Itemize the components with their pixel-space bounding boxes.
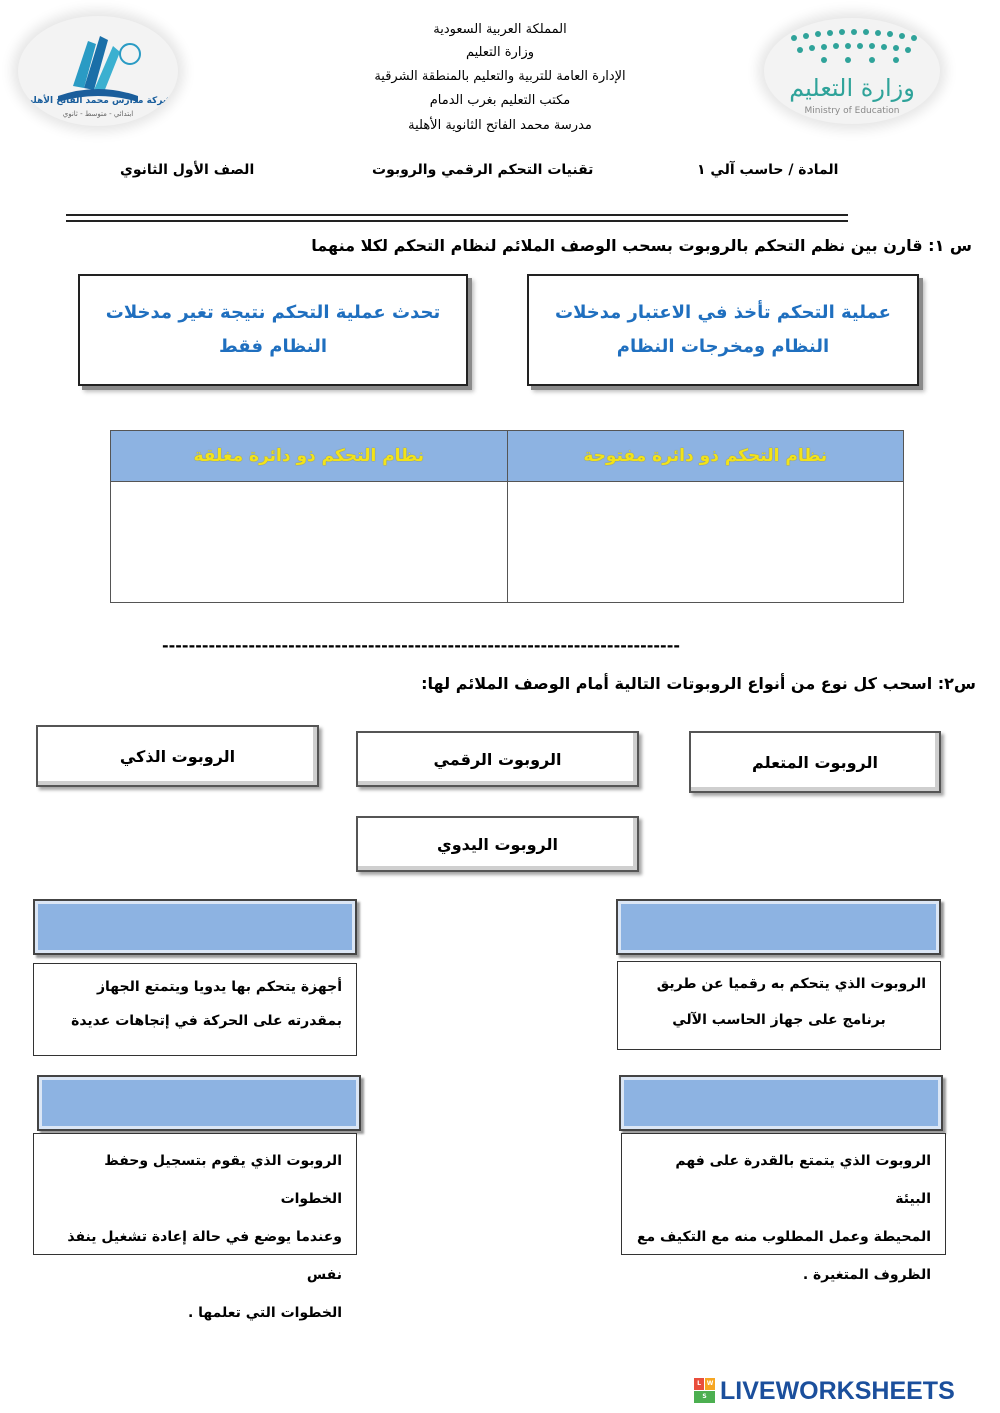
q1-card-open-description[interactable] <box>78 274 468 386</box>
header-line-directorate: الإدارة العامة للتربية والتعليم بالمنطقة الشرقية <box>374 69 626 84</box>
header-line-office: مكتب التعليم بغرب الدمام <box>429 93 571 108</box>
q2-drop-zone-1[interactable] <box>616 899 941 955</box>
double-rule <box>66 214 848 222</box>
q2-description-smart-line3: الظروف المتغيرة . <box>802 1267 931 1283</box>
q2-item-digital-robot[interactable] <box>356 731 639 787</box>
grade-label: الصف الأول الثانوي <box>120 162 255 178</box>
q2-item-smart-robot-label: الروبوت الذكي <box>119 746 236 766</box>
q1-header-open-loop: نظام التحكم ذو دائرة مفتوحة <box>507 431 904 482</box>
q2-description-digital <box>617 961 941 1050</box>
subject-label: المادة / حاسب آلي ١ <box>697 162 839 178</box>
q2-description-learning-line1: الروبوت الذي يقوم بتسجيل وحفظ الخطوات <box>104 1153 342 1207</box>
ministry-logo-subtext: Ministry of Education <box>804 106 900 116</box>
q1-card-closed-text: عملية التحكم تأخذ في الاعتبار مدخلات النظام ومخرجات النظام <box>555 302 891 357</box>
q2-description-learning-line3: الخطوات التي تعلمها . <box>187 1305 342 1321</box>
q2-item-manual-robot-label: الروبوت اليدوي <box>437 834 558 854</box>
q1-header-closed-loop: نظام التحكم ذو دائرة مغلقة <box>111 431 508 482</box>
q2-item-smart-robot[interactable] <box>36 725 319 787</box>
school-logo-caption: شركة مدارس محمد الفاتح الأهلية <box>24 96 172 106</box>
q2-item-digital-robot-label: الروبوت الرقمي <box>433 749 562 769</box>
q1-card-open-text: تحدث عملية التحكم نتيجة تغير مدخلات النظام فقط <box>105 302 441 357</box>
brand-suffix: WORKSHEETS <box>775 1376 955 1405</box>
q2-drop-zone-2[interactable] <box>33 899 357 955</box>
q1-drop-closed-loop[interactable] <box>111 482 508 603</box>
school-logo <box>18 16 178 126</box>
q1-comparison-table <box>110 430 904 603</box>
q2-description-manual-line1: أجهزة يتحكم بها يدويا ويتمتع الجهاز <box>96 979 342 995</box>
q2-description-manual-line2: بمقدرته على الحركة في إتجاهات عديدة <box>71 1013 342 1029</box>
q2-item-manual-robot[interactable] <box>356 816 639 872</box>
header-line-country: المملكة العربية السعودية <box>433 22 567 37</box>
q2-description-smart-line2: المحيطة وعمل المطلوب منه مع التكيف مع <box>636 1229 931 1245</box>
section-divider: ------------------------------------------------------------------------------ <box>162 636 680 655</box>
brand-badge-icon: L W S <box>694 1378 716 1404</box>
q1-card-closed-description[interactable] <box>527 274 919 386</box>
q2-description-digital-line1: الروبوت الذي يتحكم به رقميا عن طريق <box>656 976 926 992</box>
q1-drop-open-loop[interactable] <box>507 482 904 603</box>
brand-prefix: LIVE <box>720 1376 776 1405</box>
q2-description-manual <box>33 963 357 1056</box>
ministry-logo <box>764 18 940 124</box>
ministry-logo-text: وزارة التعليم <box>789 74 915 102</box>
q1-prompt: س ١: قارن بين نظم التحكم بالروبوت بسحب الوصف الملائم لنظام التحكم لكلا منهما <box>311 236 972 255</box>
q2-drop-zone-4[interactable] <box>37 1075 361 1131</box>
q2-description-digital-line2: برنامج على جهاز الحاسب الآلي <box>672 1012 886 1028</box>
header-line-school: مدرسة محمد الفاتح الثانوية الأهلية <box>408 118 592 133</box>
q2-description-smart <box>621 1133 946 1283</box>
q2-drop-zone-3[interactable] <box>619 1075 943 1131</box>
q2-description-learning-line2: وعندما يوضع في حالة إعادة تشغيل ينفذ نفس <box>67 1229 342 1283</box>
q2-item-learning-robot-label: الروبوت المتعلم <box>752 752 878 772</box>
q2-item-learning-robot[interactable] <box>689 731 941 793</box>
q2-description-smart-line1: الروبوت الذي يتمتع بالقدرة على فهم البيئة <box>675 1153 931 1207</box>
q2-prompt: س٢: اسحب كل نوع من أنواع الروبوتات التالية أمام الوصف الملائم لها: <box>421 674 976 693</box>
q2-description-learning <box>33 1133 357 1321</box>
liveworksheets-brand[interactable] <box>694 1374 955 1408</box>
header-line-ministry: وزارة التعليم <box>465 45 535 60</box>
dot-grid-icon <box>764 18 940 78</box>
school-logo-subcaption: ابتدائي - متوسط - ثانوي <box>62 110 134 118</box>
topic-label: تقنيات التحكم الرقمي والروبوت <box>372 162 594 178</box>
